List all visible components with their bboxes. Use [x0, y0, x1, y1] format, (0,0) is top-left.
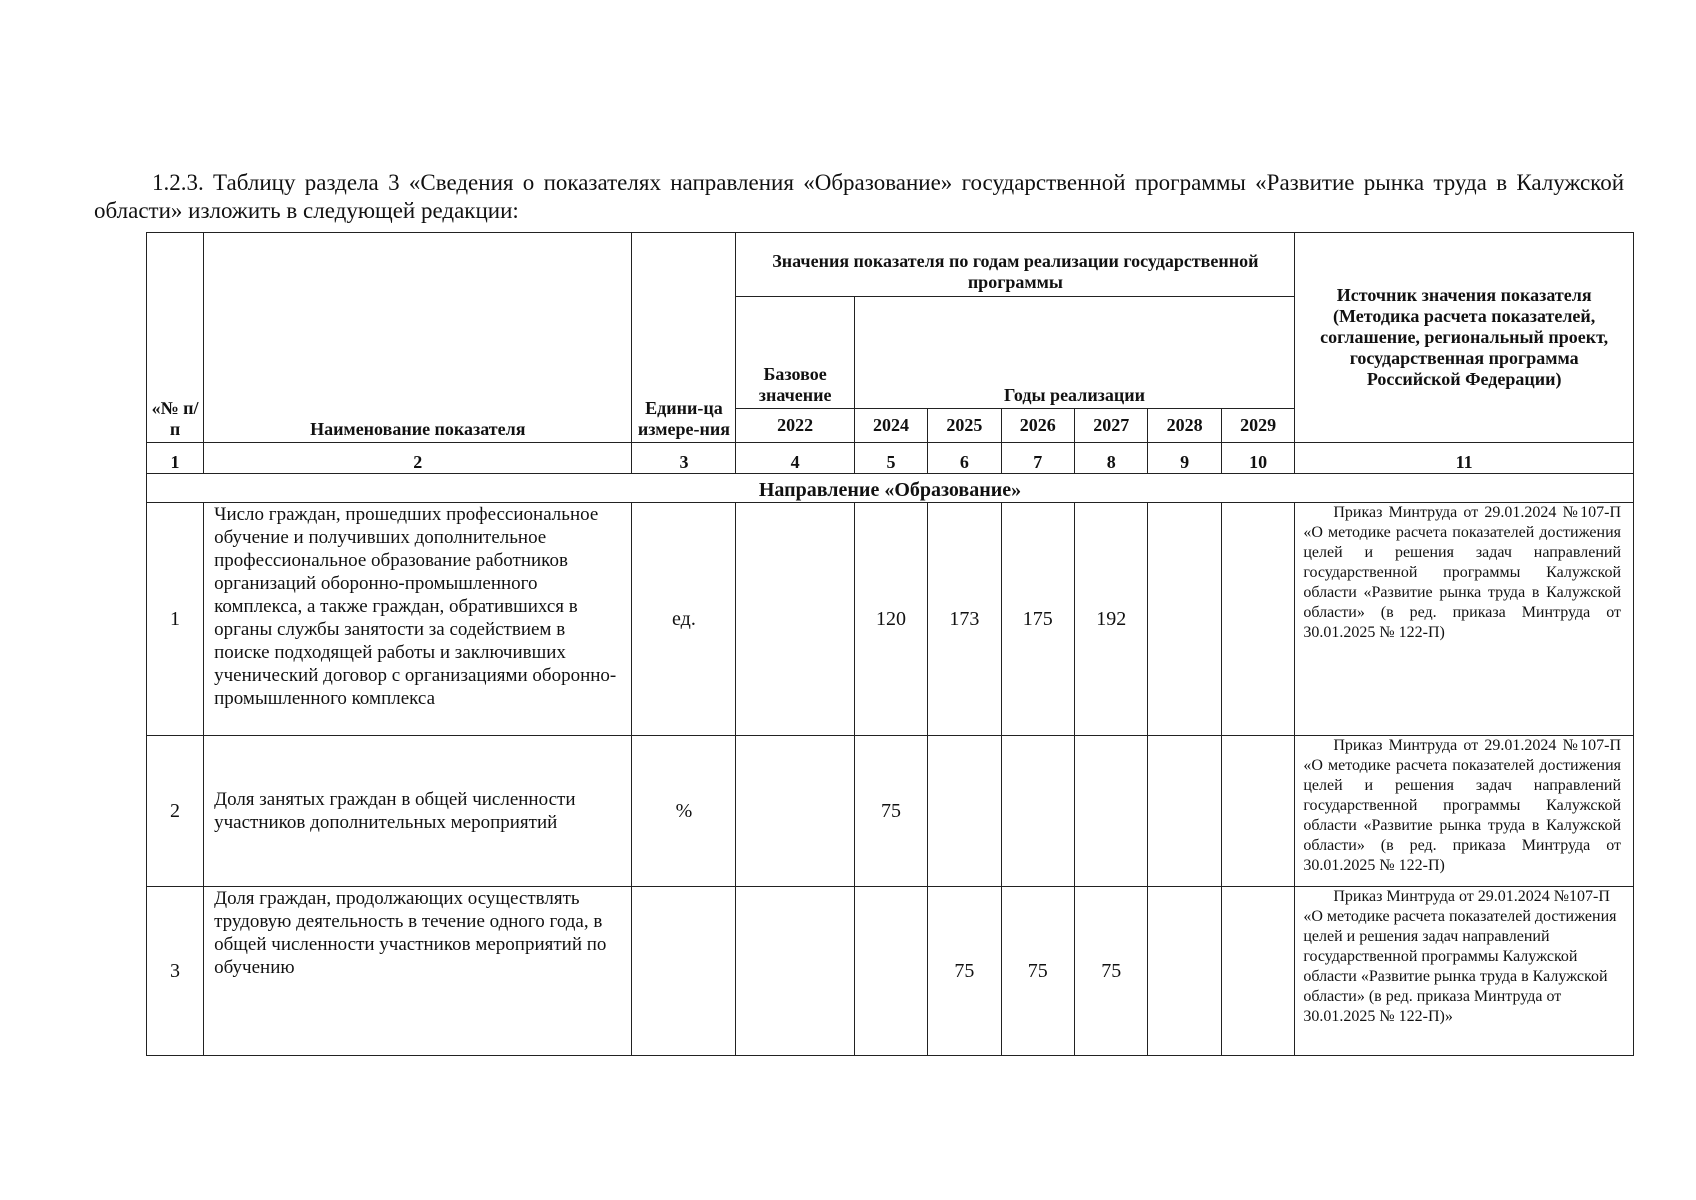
- header-num: «№ п/п: [147, 233, 204, 443]
- header-year: 2028: [1148, 409, 1221, 443]
- value-2026: 75: [1001, 887, 1074, 1056]
- indicator-source: Приказ Минтруда от 29.01.2024 №107-П «О методике расчета показателей достижения целей и решения задач направлений государственной программы Калужской области «Развитие рынка труда в Калужской области» (в ред. приказа Минтруда от 30.01.2025 № 122-П): [1295, 503, 1634, 736]
- column-number: 1: [147, 443, 204, 474]
- intro-paragraph: 1.2.3. Таблицу раздела 3 «Сведения о показателях направления «Образование» государственной программы «Развитие рынка труда в Калужской области» изложить в следующей редакции:: [94, 170, 1624, 223]
- indicator-name: Доля занятых граждан в общей численности участников дополнительных мероприятий: [204, 736, 632, 887]
- header-base: Базовое значение: [736, 297, 854, 409]
- row-number: 2: [147, 736, 204, 887]
- column-number: 5: [854, 443, 927, 474]
- base-value: [736, 736, 854, 887]
- column-number: 8: [1075, 443, 1148, 474]
- header-row-1: [147, 233, 1634, 297]
- column-number: 3: [632, 443, 736, 474]
- header-year: 2026: [1001, 409, 1074, 443]
- indicator-source: Приказ Минтруда от 29.01.2024 №107-П «О методике расчета показателей достижения целей и решения задач направлений государственной программы Калужской области «Развитие рынка труда в Калужской области» (в ред. приказа Минтруда от 30.01.2025 № 122-П): [1295, 736, 1634, 887]
- section-title: Направление «Образование»: [147, 474, 1634, 503]
- indicator-unit: %: [632, 736, 736, 887]
- indicator-unit: ед.: [632, 503, 736, 736]
- header-year: 2024: [854, 409, 927, 443]
- value-2027: 192: [1075, 503, 1148, 736]
- value-2029: [1221, 736, 1294, 887]
- column-number: 10: [1221, 443, 1294, 474]
- value-2025: 75: [928, 887, 1001, 1056]
- column-number: 7: [1001, 443, 1074, 474]
- table-row: [147, 503, 1634, 736]
- indicator-unit: [632, 887, 736, 1056]
- value-2027: 75: [1075, 887, 1148, 1056]
- row-number: 3: [147, 887, 204, 1056]
- base-value: [736, 887, 854, 1056]
- header-base-year: 2022: [736, 409, 854, 443]
- column-number: 2: [204, 443, 632, 474]
- indicators-table: [146, 232, 1634, 1056]
- indicator-source: Приказ Минтруда от 29.01.2024 №107-П «О методике расчета показателей достижения целей и решения задач направлений государственной программы Калужской области «Развитие рынка труда в Калужской области» (в ред. приказа Минтруда от 30.01.2025 № 122-П)»: [1295, 887, 1634, 1056]
- header-year: 2027: [1075, 409, 1148, 443]
- value-2024: 120: [854, 503, 927, 736]
- value-2025: 173: [928, 503, 1001, 736]
- table-row: [147, 736, 1634, 887]
- section-row: [147, 474, 1634, 503]
- value-2027: [1075, 736, 1148, 887]
- header-source: Источник значения показателя (Методика расчета показателей, соглашение, региональный проект, государственная программа Российской Федерации): [1295, 233, 1634, 443]
- row-number: 1: [147, 503, 204, 736]
- header-years-group: Годы реализации: [854, 297, 1295, 409]
- value-2024: 75: [854, 736, 927, 887]
- value-2024: [854, 887, 927, 1056]
- value-2028: [1148, 736, 1221, 887]
- value-2026: 175: [1001, 503, 1074, 736]
- header-year: 2029: [1221, 409, 1294, 443]
- header-name: Наименование показателя: [204, 233, 632, 443]
- indicator-name: Число граждан, прошедших профессиональное обучение и получивших дополнительное профессиональное образование работников организаций оборонно-промышленного комплекса, а также граждан, обратившихся в органы службы занятости за содействием в поиске подходящей работы и заключивших ученический договор с организациями оборонно-промышленного комплекса: [204, 503, 632, 736]
- column-number: 4: [736, 443, 854, 474]
- indicator-name: Доля граждан, продолжающих осуществлять трудовую деятельность в течение одного года, в общей численности участников мероприятий по обучению: [204, 887, 632, 1056]
- column-numbers-row: [147, 443, 1634, 474]
- header-values-group: Значения показателя по годам реализации государственной программы: [736, 233, 1295, 297]
- value-2026: [1001, 736, 1074, 887]
- value-2025: [928, 736, 1001, 887]
- base-value: [736, 503, 854, 736]
- value-2028: [1148, 887, 1221, 1056]
- value-2029: [1221, 503, 1294, 736]
- column-number: 9: [1148, 443, 1221, 474]
- header-year: 2025: [928, 409, 1001, 443]
- column-number: 11: [1295, 443, 1634, 474]
- value-2028: [1148, 503, 1221, 736]
- table-row: [147, 887, 1634, 1056]
- column-number: 6: [928, 443, 1001, 474]
- value-2029: [1221, 887, 1294, 1056]
- header-unit: Едини-ца измере-ния: [632, 233, 736, 443]
